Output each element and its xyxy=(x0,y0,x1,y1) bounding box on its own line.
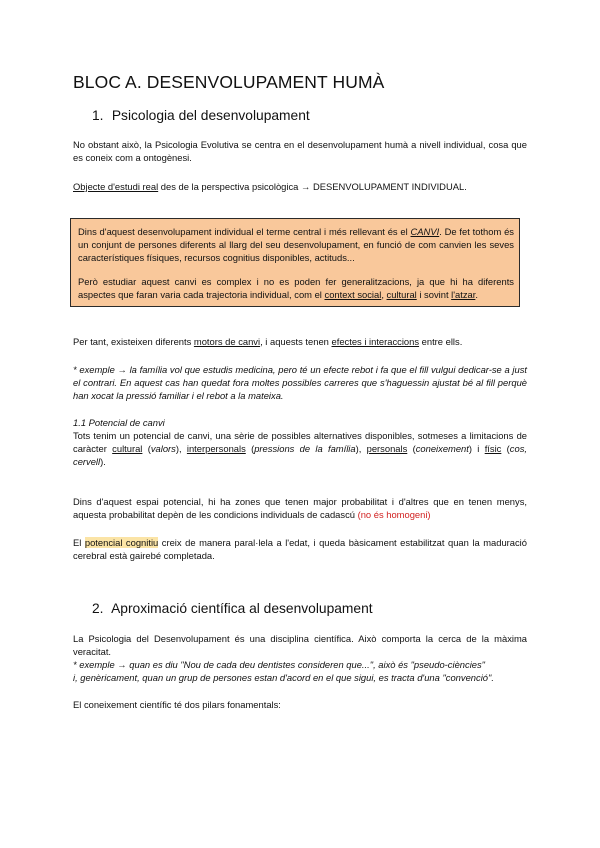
objecte-text: des de la perspectiva psicològica → DESENVOLUPAMENT INDIVIDUAL. xyxy=(158,181,467,192)
cognitiu-paragraph xyxy=(73,536,527,562)
exemple2-line-2: i, genèricament, quan un grup de persones estan d'acord en el que sigui, es tracta d'una "convenció". xyxy=(73,672,494,683)
section1-heading xyxy=(92,108,310,123)
section1-number: 1. xyxy=(92,108,104,123)
section2-heading xyxy=(92,601,373,616)
coneixement-example: coneixement xyxy=(415,443,469,454)
box-paragraph-1 xyxy=(78,225,514,264)
cultural-limit: cultural xyxy=(112,443,143,454)
motors-paragraph xyxy=(73,335,527,348)
espai-text: Dins d'aquest espai potencial, hi ha zones que tenen major probabilitat i d'altres que en tenen menys, aquesta probabilitat depèn de les condicions individuals de cadascú xyxy=(73,496,527,520)
potencial-text: Tots tenim un potencial de canvi, una sèrie de possibles alternatives disponibles, sotmeses a limitacions de caràcter xyxy=(73,430,527,454)
cultural-term: cultural xyxy=(386,289,417,300)
subsection-title: 1.1 Potencial de canvi xyxy=(73,417,165,428)
cognitiu-rest: creix de manera paral·lela a l'edat, i queda bàsicament estabilitzat quan la maduració cerebral està gairebé completada. xyxy=(73,537,527,561)
cos-example: cos, cervell xyxy=(73,443,527,467)
highlight-box xyxy=(70,218,520,307)
box-p1-text: Dins d'aquest desenvolupament individual el terme central i més rellevant és el xyxy=(78,226,411,237)
exemple2-line-1: * exemple → quan es diu "Nou de cada deu dentistes consideren que...", això és "pseudo-ciències" xyxy=(73,659,486,670)
box-p2-end: . xyxy=(475,289,478,300)
intro-text: No obstant això, la Psicologia Evolutiva se centra en el desenvolupament humà a nivell individual, cosa que es coneix com a xyxy=(73,139,527,163)
efectes-term: efectes i interaccions xyxy=(331,336,420,347)
exemple-paragraph: * exemple → la família vol que estudis medicina, pero té un efecte rebot i fa que el fill vulgui dedicar-se a just el contrari. En aquest cas han quedat fora moltes possibles carreres que s'haguessin ajustat bé al fill perquè han xocat la pressió familiar i el rebot a la mateixa. xyxy=(73,364,527,401)
motors-term: motors de canvi xyxy=(193,336,261,347)
motors-text-3: entre ells. xyxy=(419,336,463,347)
box-p1-rest: . De fet tothom és un conjunt de persones diferents al llarg del seu desenvolupament, en funció de com canvien les seves característiques físiques, recursos cognitius disponibles, actituds... xyxy=(78,226,514,263)
ontogenesi-term: ontogènesi xyxy=(143,152,190,163)
potencial-paragraph: Tots tenim un potencial de canvi, una sèrie de possibles alternatives disponibles, sotmeses a limitacions de caràcter cultural (valors), interpersonals (pressions de la família), personals (coneixement) i físic (cos, cervell). xyxy=(73,430,527,467)
personals-limit: personals xyxy=(366,443,408,454)
pressions-example: pressions de la família xyxy=(254,443,356,454)
section2-heading-text: Aproximació científica al desenvolupament xyxy=(111,601,373,616)
objecte-link: Objecte d'estudi real xyxy=(73,181,159,192)
box-paragraph-2 xyxy=(78,275,514,301)
interpersonals-limit: interpersonals xyxy=(186,443,246,454)
context-social-term: context social xyxy=(324,289,382,300)
section2-number: 2. xyxy=(92,601,104,616)
pilars-paragraph: El coneixement científic té dos pilars fonamentals: xyxy=(73,699,281,710)
espai-paragraph xyxy=(73,495,527,521)
intro-end: . xyxy=(189,152,192,163)
no-homogeni-note: (no és homogeni) xyxy=(357,509,431,520)
objecte-paragraph xyxy=(73,180,527,193)
box-p2-sep1: , xyxy=(381,289,387,300)
page-title: BLOC A. DESENVOLUPAMENT HUMÀ xyxy=(73,72,385,92)
intro-paragraph xyxy=(73,138,527,164)
cognitiu-text: El xyxy=(73,537,85,548)
motors-text-2: , i aquests tenen xyxy=(260,336,332,347)
fisic-limit: físic xyxy=(484,443,502,454)
valors-example: valors xyxy=(150,443,176,454)
section1-heading-text: Psicologia del desenvolupament xyxy=(111,108,310,123)
atzar-term: l'atzar xyxy=(451,289,476,300)
box-p2-sep2: i sovint xyxy=(416,289,452,300)
box-p2-text: Però estudiar aquest canvi es complex i no es poden fer generalitzacions, ja que hi ha diferents aspectes que faran varia cada trajectoria individual, com el xyxy=(78,276,514,300)
potencial-cognitiu-highlight: potencial cognitiu xyxy=(84,537,159,548)
motors-text: Per tant, existeixen diferents xyxy=(73,336,194,347)
canvi-term: CANVI xyxy=(410,226,440,237)
disciplina-paragraph: La Psicologia del Desenvolupament és una disciplina científica. Això comporta la cerca de la màxima veracitat. xyxy=(73,633,527,657)
